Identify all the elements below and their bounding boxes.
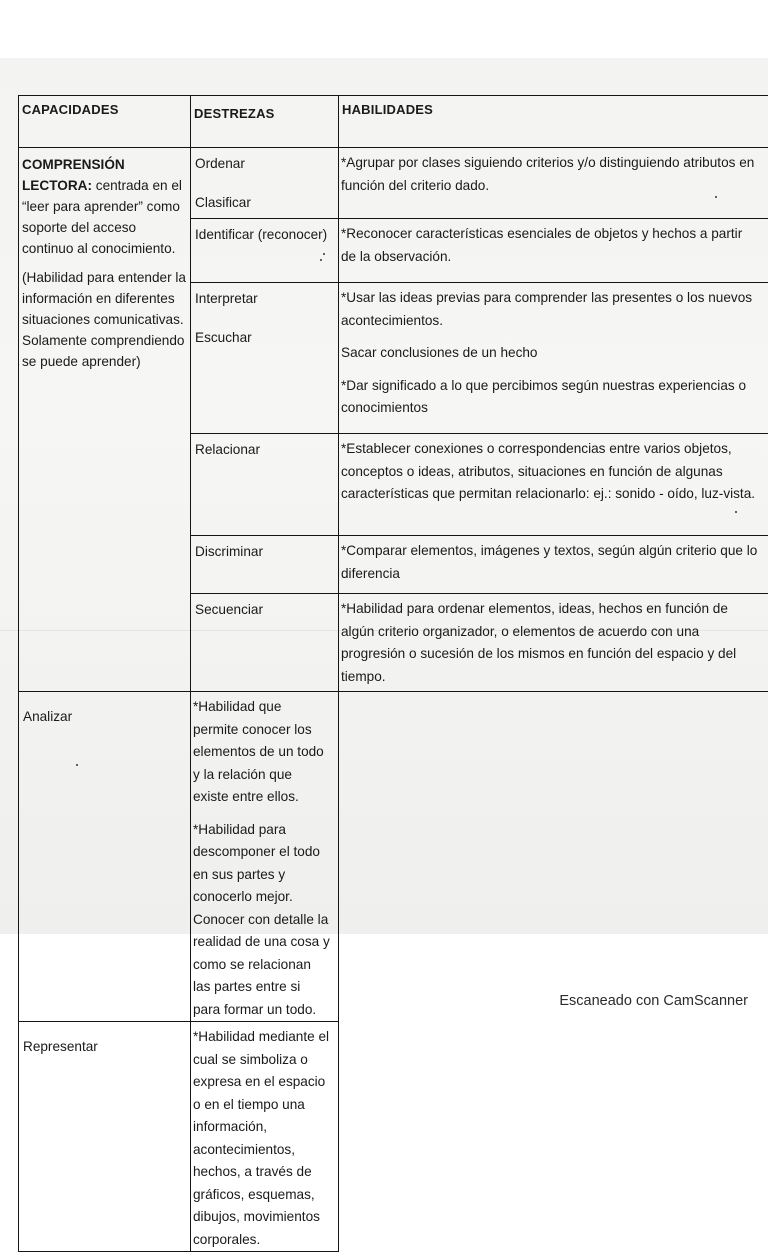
header-habilidades bbox=[339, 96, 768, 148]
destreza-label: Representar bbox=[19, 1022, 190, 1056]
habilidad-cell bbox=[339, 148, 768, 219]
camscanner-watermark: Escaneado con CamScanner bbox=[559, 993, 748, 1009]
header-habilidades-label: HABILIDADES bbox=[339, 96, 768, 117]
destreza-label: Ordenar bbox=[191, 148, 338, 173]
table-row bbox=[19, 1022, 768, 1252]
destreza-label: Escuchar bbox=[191, 322, 338, 347]
destreza-label: Secuenciar bbox=[191, 594, 338, 619]
habilidad-text: *Usar las ideas previas para comprender las presentes o los nuevos acontecimientos. bbox=[341, 287, 760, 332]
destreza-cell bbox=[191, 434, 339, 536]
habilidad-text: *Habilidad para descomponer el todo en sus partes y conocerlo mejor. Conocer con detalle la realidad de una cosa y como se relacionan las partes entre si para formar un todo. bbox=[193, 819, 330, 1022]
habilidad-text: *Habilidad que permite conocer los elementos de un todo y la relación que existe entre ellos. bbox=[193, 696, 330, 809]
destreza-cell bbox=[191, 283, 339, 434]
table-row bbox=[19, 692, 768, 1022]
destreza-label: Relacionar bbox=[191, 434, 338, 459]
habilidad-text: *Habilidad mediante el cual se simboliza o expresa en el espacio o en el tiempo una información, acontecimientos, hechos, a través de gráficos, esquemas, dibujos, movimientos corporales. bbox=[193, 1026, 330, 1251]
habilidad-cell bbox=[339, 594, 768, 692]
skills-table bbox=[18, 95, 768, 1252]
habilidad-text: *Agrupar por clases siguiendo criterios y/o distinguiendo atributos en función del criterio dado. bbox=[341, 152, 760, 197]
habilidad-cell bbox=[191, 692, 339, 1022]
habilidad-cell bbox=[339, 219, 768, 283]
destreza-cell bbox=[191, 536, 339, 594]
habilidad-text: *Comparar elementos, imágenes y textos, según algún criterio que lo diferencia bbox=[341, 540, 760, 585]
header-destrezas-label: DESTREZAS bbox=[191, 96, 338, 121]
destreza-cell bbox=[19, 1022, 191, 1252]
habilidad-cell bbox=[191, 1022, 339, 1252]
habilidad-text: *Dar significado a lo que percibimos según nuestras experiencias o conocimientos bbox=[341, 375, 760, 420]
destreza-label: Discriminar bbox=[191, 536, 338, 561]
habilidad-text: *Habilidad para ordenar elementos, ideas, hechos en función de algún criterio organizador, o elementos de acuerdo con una progresión o sucesión de los mismos en función del espacio y del tiempo. bbox=[341, 598, 760, 688]
destreza-label: Identificar (reconocer) bbox=[191, 219, 338, 244]
header-capacidades bbox=[19, 96, 191, 148]
destreza-label: Clasificar bbox=[191, 187, 338, 212]
destreza-label: Interpretar bbox=[191, 283, 338, 308]
destreza-cell bbox=[191, 219, 339, 283]
destreza-cell bbox=[191, 148, 339, 219]
habilidad-text: *Reconocer características esenciales de objetos y hechos a partir de la observación. bbox=[341, 223, 760, 268]
habilidad-text: Sacar conclusiones de un hecho bbox=[341, 342, 760, 365]
table-header-row bbox=[19, 96, 768, 148]
capacidad-cell bbox=[19, 148, 191, 692]
habilidad-text: *Establecer conexiones o correspondencias entre varios objetos, conceptos o ideas, atributos, situaciones en función de algunas características que permitan relacionarlo: ej.: sonido - oído, luz-vista. bbox=[341, 438, 760, 506]
habilidad-cell bbox=[339, 283, 768, 434]
habilidad-cell bbox=[339, 536, 768, 594]
table-row bbox=[19, 148, 768, 219]
capacidad-text bbox=[22, 154, 188, 259]
habilidad-cell bbox=[339, 434, 768, 536]
header-capacidades-label: CAPACIDADES bbox=[19, 96, 190, 117]
skills-table-wrapper bbox=[18, 95, 768, 915]
destreza-cell bbox=[191, 594, 339, 692]
destreza-label: Analizar bbox=[19, 692, 190, 726]
destreza-cell bbox=[19, 692, 191, 1022]
header-destrezas bbox=[191, 96, 339, 148]
capacidad-note: (Habilidad para entender la información en diferentes situaciones comunicativas. Solamente comprendiendo se puede aprender) bbox=[22, 267, 188, 372]
capacidad-description: centrada en el “leer para aprender” como soporte del acceso continuo al conocimiento. bbox=[22, 178, 182, 256]
capacidad-title: COMPRENSIÓN LECTORA: bbox=[22, 157, 125, 193]
